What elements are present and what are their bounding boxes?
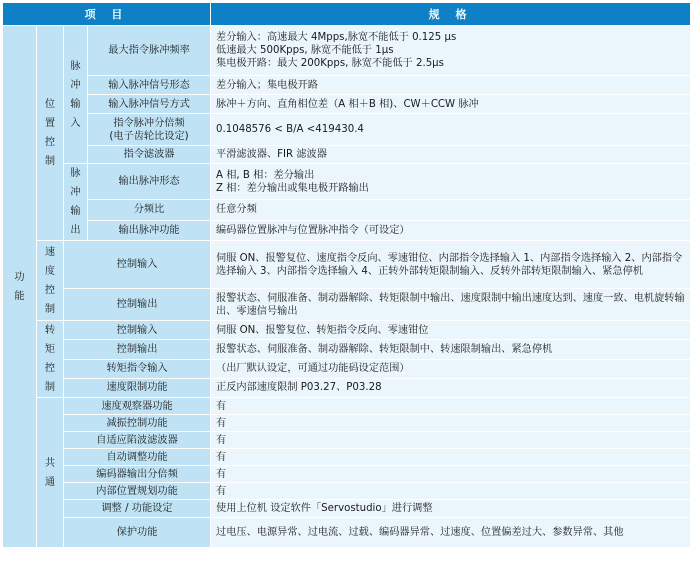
group-torque: 转矩控制 (37, 321, 64, 398)
table-row (3, 95, 691, 114)
row-label: 指令滤波器 (88, 146, 211, 164)
row-label: 转矩指令输入 (64, 359, 211, 378)
row-value: 有 (211, 466, 691, 483)
row-label: 输入脉冲信号形态 (88, 76, 211, 95)
row-value: 使用上位机 设定软件「Servostudio」进行调整 (211, 500, 691, 518)
row-value: 有 (211, 415, 691, 432)
row-value: 过电压、电源异常、过电流、过载、编码器异常、过速度、位置偏差过大、参数异常、其他 (211, 518, 691, 548)
group-pulse-output: 脉冲输出 (64, 164, 88, 241)
table-row (3, 483, 691, 500)
table-row (3, 289, 691, 321)
table-row (3, 340, 691, 359)
row-label: 保护功能 (64, 518, 211, 548)
row-label: 控制输入 (64, 241, 211, 289)
table-row (3, 26, 691, 76)
row-label: 速度观察器功能 (64, 398, 211, 415)
group-common: 共通 (37, 398, 64, 548)
row-label: 输出脉冲形态 (88, 164, 211, 200)
row-value: 正反内部速度限制 P03.27、P03.28 (211, 378, 691, 397)
row-value: 0.1048576 < B/A <419430.4 (211, 114, 691, 146)
row-value: 平滑滤波器、FIR 滤波器 (211, 146, 691, 164)
row-label: 最大指令脉冲频率 (88, 26, 211, 76)
table-row (3, 415, 691, 432)
table-row (3, 220, 691, 240)
table-row (3, 449, 691, 466)
row-label: 分频比 (88, 200, 211, 220)
row-label: 控制输出 (64, 340, 211, 359)
table-row (3, 200, 691, 220)
row-value: 报警状态、伺服准备、制动器解除、转矩限制中输出、速度限制中输出速度达到、速度一致、电机旋转输出、零速信号输出 (211, 289, 691, 321)
row-value: 差分输入；集电极开路 (211, 76, 691, 95)
table-row (3, 359, 691, 378)
table-row (3, 146, 691, 164)
table-row (3, 76, 691, 95)
group-weizhi: 位置控制 (37, 26, 64, 241)
row-value: 编码器位置脉冲与位置脉冲指令（可设定） (211, 220, 691, 240)
row-value: 伺服 ON、报警复位、速度指令反向、零速钳位、内部指令选择输入 1、内部指令选择输入 2、内部指令选择输入 3、内部指令选择输入 4、正转外部转矩限制输入、反转外部转矩限制输入、紧急停机 (211, 241, 691, 289)
row-label: 自适应陷波滤波器 (64, 432, 211, 449)
header-row (3, 3, 691, 26)
row-value: 任意分频 (211, 200, 691, 220)
row-label: 输出脉冲功能 (88, 220, 211, 240)
table-row (3, 241, 691, 289)
row-value: （出厂默认设定，可通过功能码设定范围） (211, 359, 691, 378)
table-row (3, 466, 691, 483)
group-gongneng: 功能 (3, 26, 37, 548)
row-label: 输入脉冲信号方式 (88, 95, 211, 114)
row-label: 控制输出 (64, 289, 211, 321)
table-row (3, 432, 691, 449)
row-value: 报警状态、伺服准备、制动器解除、转矩限制中、转速限制输出、紧急停机 (211, 340, 691, 359)
row-value: 有 (211, 432, 691, 449)
table-row (3, 321, 691, 340)
header-spec: 规 格 (211, 3, 691, 26)
row-label: 控制输入 (64, 321, 211, 340)
group-speed: 速度控制 (37, 241, 64, 321)
row-label: 自动调整功能 (64, 449, 211, 466)
row-value: 伺服 ON、报警复位、转矩指令反向、零速钳位 (211, 321, 691, 340)
table-row (3, 114, 691, 146)
spec-table (2, 2, 691, 548)
row-label: 编码器输出分倍频 (64, 466, 211, 483)
row-value: A 相, B 相：差分输出 Z 相：差分输出或集电极开路输出 (211, 164, 691, 200)
header-item: 项 目 (3, 3, 211, 26)
row-label: 减振控制功能 (64, 415, 211, 432)
row-label: 内部位置规划功能 (64, 483, 211, 500)
row-value: 脉冲＋方向、直角相位差（A 相＋B 相)、CW＋CCW 脉冲 (211, 95, 691, 114)
table-row (3, 398, 691, 415)
row-label: 调整 / 功能设定 (64, 500, 211, 518)
row-label: 指令脉冲分倍频 (电子齿轮比设定) (88, 114, 211, 146)
table-row (3, 500, 691, 518)
table-row (3, 378, 691, 397)
row-value: 有 (211, 483, 691, 500)
row-label: 速度限制功能 (64, 378, 211, 397)
row-value: 差分输入：高速最大 4Mpps,脉宽不能低于 0.125 μs 低速最大 500Kpps, 脉宽不能低于 1μs 集电极开路：最大 200Kpps, 脉宽不能低于 2.5μs (211, 26, 691, 76)
row-value: 有 (211, 449, 691, 466)
group-pulse-input: 脉冲输入 (64, 26, 88, 164)
table-row (3, 164, 691, 200)
table-row (3, 518, 691, 548)
row-value: 有 (211, 398, 691, 415)
